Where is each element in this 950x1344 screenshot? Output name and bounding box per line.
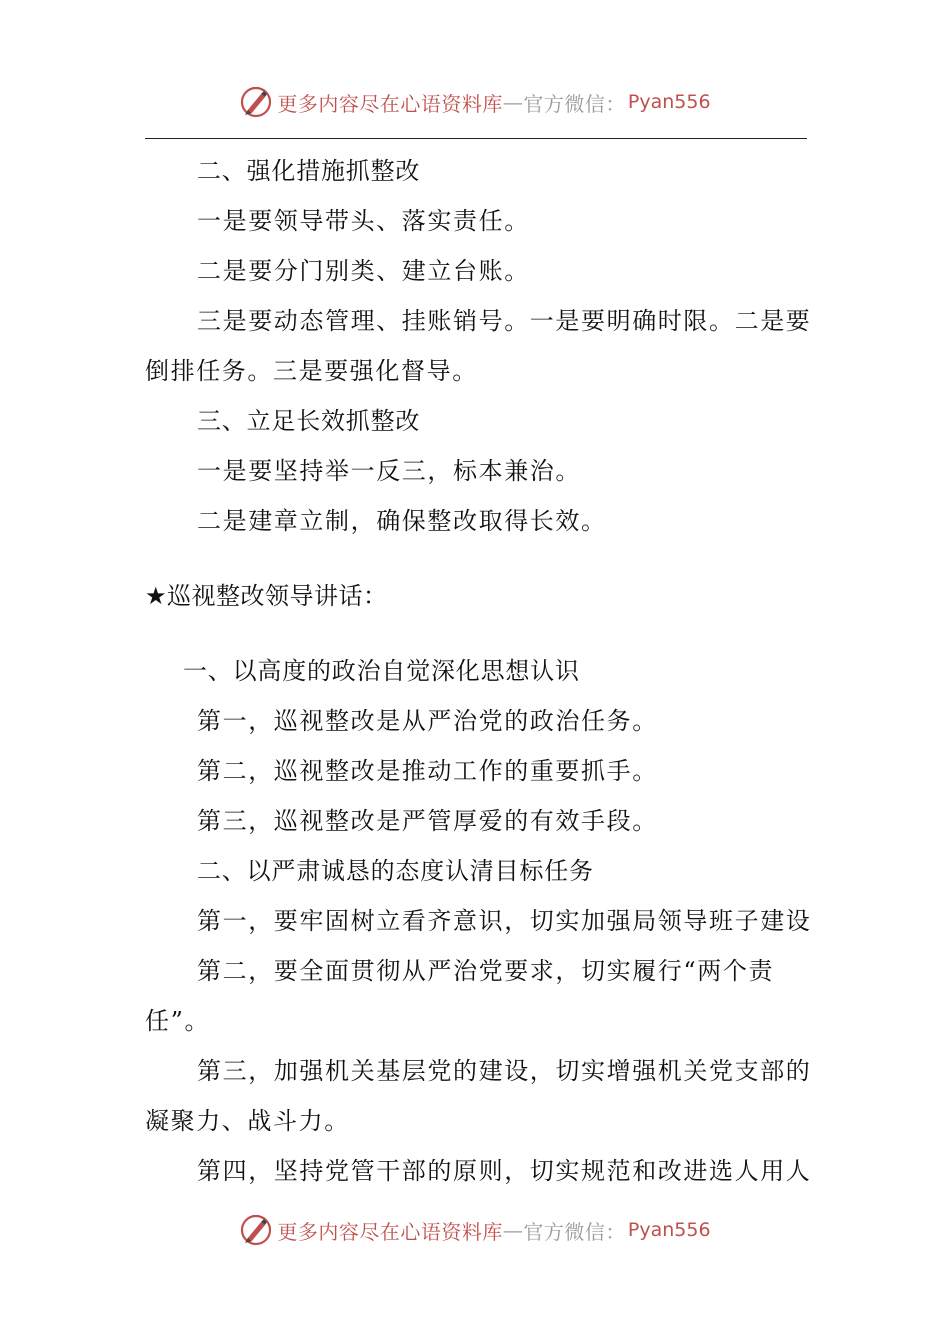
- paragraph: 一是要领导带头、落实责任。: [197, 207, 530, 235]
- paragraph-continuation: 任”。: [145, 1007, 211, 1035]
- footer-separator: —: [502, 1218, 524, 1242]
- header-wechat-label: 官方微信：: [523, 91, 626, 116]
- header-brand-text: 更多内容尽在心语资料库: [277, 91, 503, 116]
- section-heading: 三、立足长效抓整改: [197, 407, 421, 435]
- footer-brand-text: 更多内容尽在心语资料库: [277, 1219, 503, 1244]
- header-divider: [145, 138, 807, 139]
- paragraph: 第三，巡视整改是严管厚爱的有效手段。: [197, 807, 658, 835]
- section-heading: 一、以高度的政治自觉深化思想认识: [183, 657, 580, 685]
- paragraph: 第二，巡视整改是推动工作的重要抓手。: [197, 757, 658, 785]
- paragraph: 一是要坚持举一反三，标本兼治。: [197, 457, 581, 485]
- section-heading: 二、强化措施抓整改: [197, 157, 421, 185]
- pen-logo-icon: [239, 85, 273, 119]
- header-separator: —: [502, 90, 524, 114]
- paragraph: 第四，坚持党管干部的原则，切实规范和改进选人用人: [197, 1157, 812, 1185]
- paragraph: 第一，要牢固树立看齐意识，切实加强局领导班子建设: [197, 907, 812, 935]
- speech-title: ★巡视整改领导讲话：: [145, 582, 388, 610]
- header-banner: [0, 82, 950, 122]
- paragraph-continuation: 倒排任务。三是要强化督导。: [145, 357, 478, 385]
- header-wechat-id: Pyan556: [627, 91, 711, 113]
- paragraph: 第一，巡视整改是从严治党的政治任务。: [197, 707, 658, 735]
- section-heading: 二、以严肃诚恳的态度认清目标任务: [197, 857, 594, 885]
- paragraph: 第三，加强机关基层党的建设，切实增强机关党支部的: [197, 1057, 812, 1085]
- paragraph: 三是要动态管理、挂账销号。一是要明确时限。二是要: [197, 307, 812, 335]
- paragraph-continuation: 凝聚力、战斗力。: [145, 1107, 350, 1135]
- footer-banner: [0, 1210, 950, 1250]
- pen-logo-icon: [239, 1213, 273, 1247]
- paragraph: 第二，要全面贯彻从严治党要求，切实履行“两个责: [197, 957, 775, 985]
- paragraph: 二是建章立制，确保整改取得长效。: [197, 507, 607, 535]
- paragraph: 二是要分门别类、建立台账。: [197, 257, 530, 285]
- footer-wechat-label: 官方微信：: [523, 1219, 626, 1244]
- document-body: [145, 146, 812, 1196]
- footer-wechat-id: Pyan556: [627, 1219, 711, 1241]
